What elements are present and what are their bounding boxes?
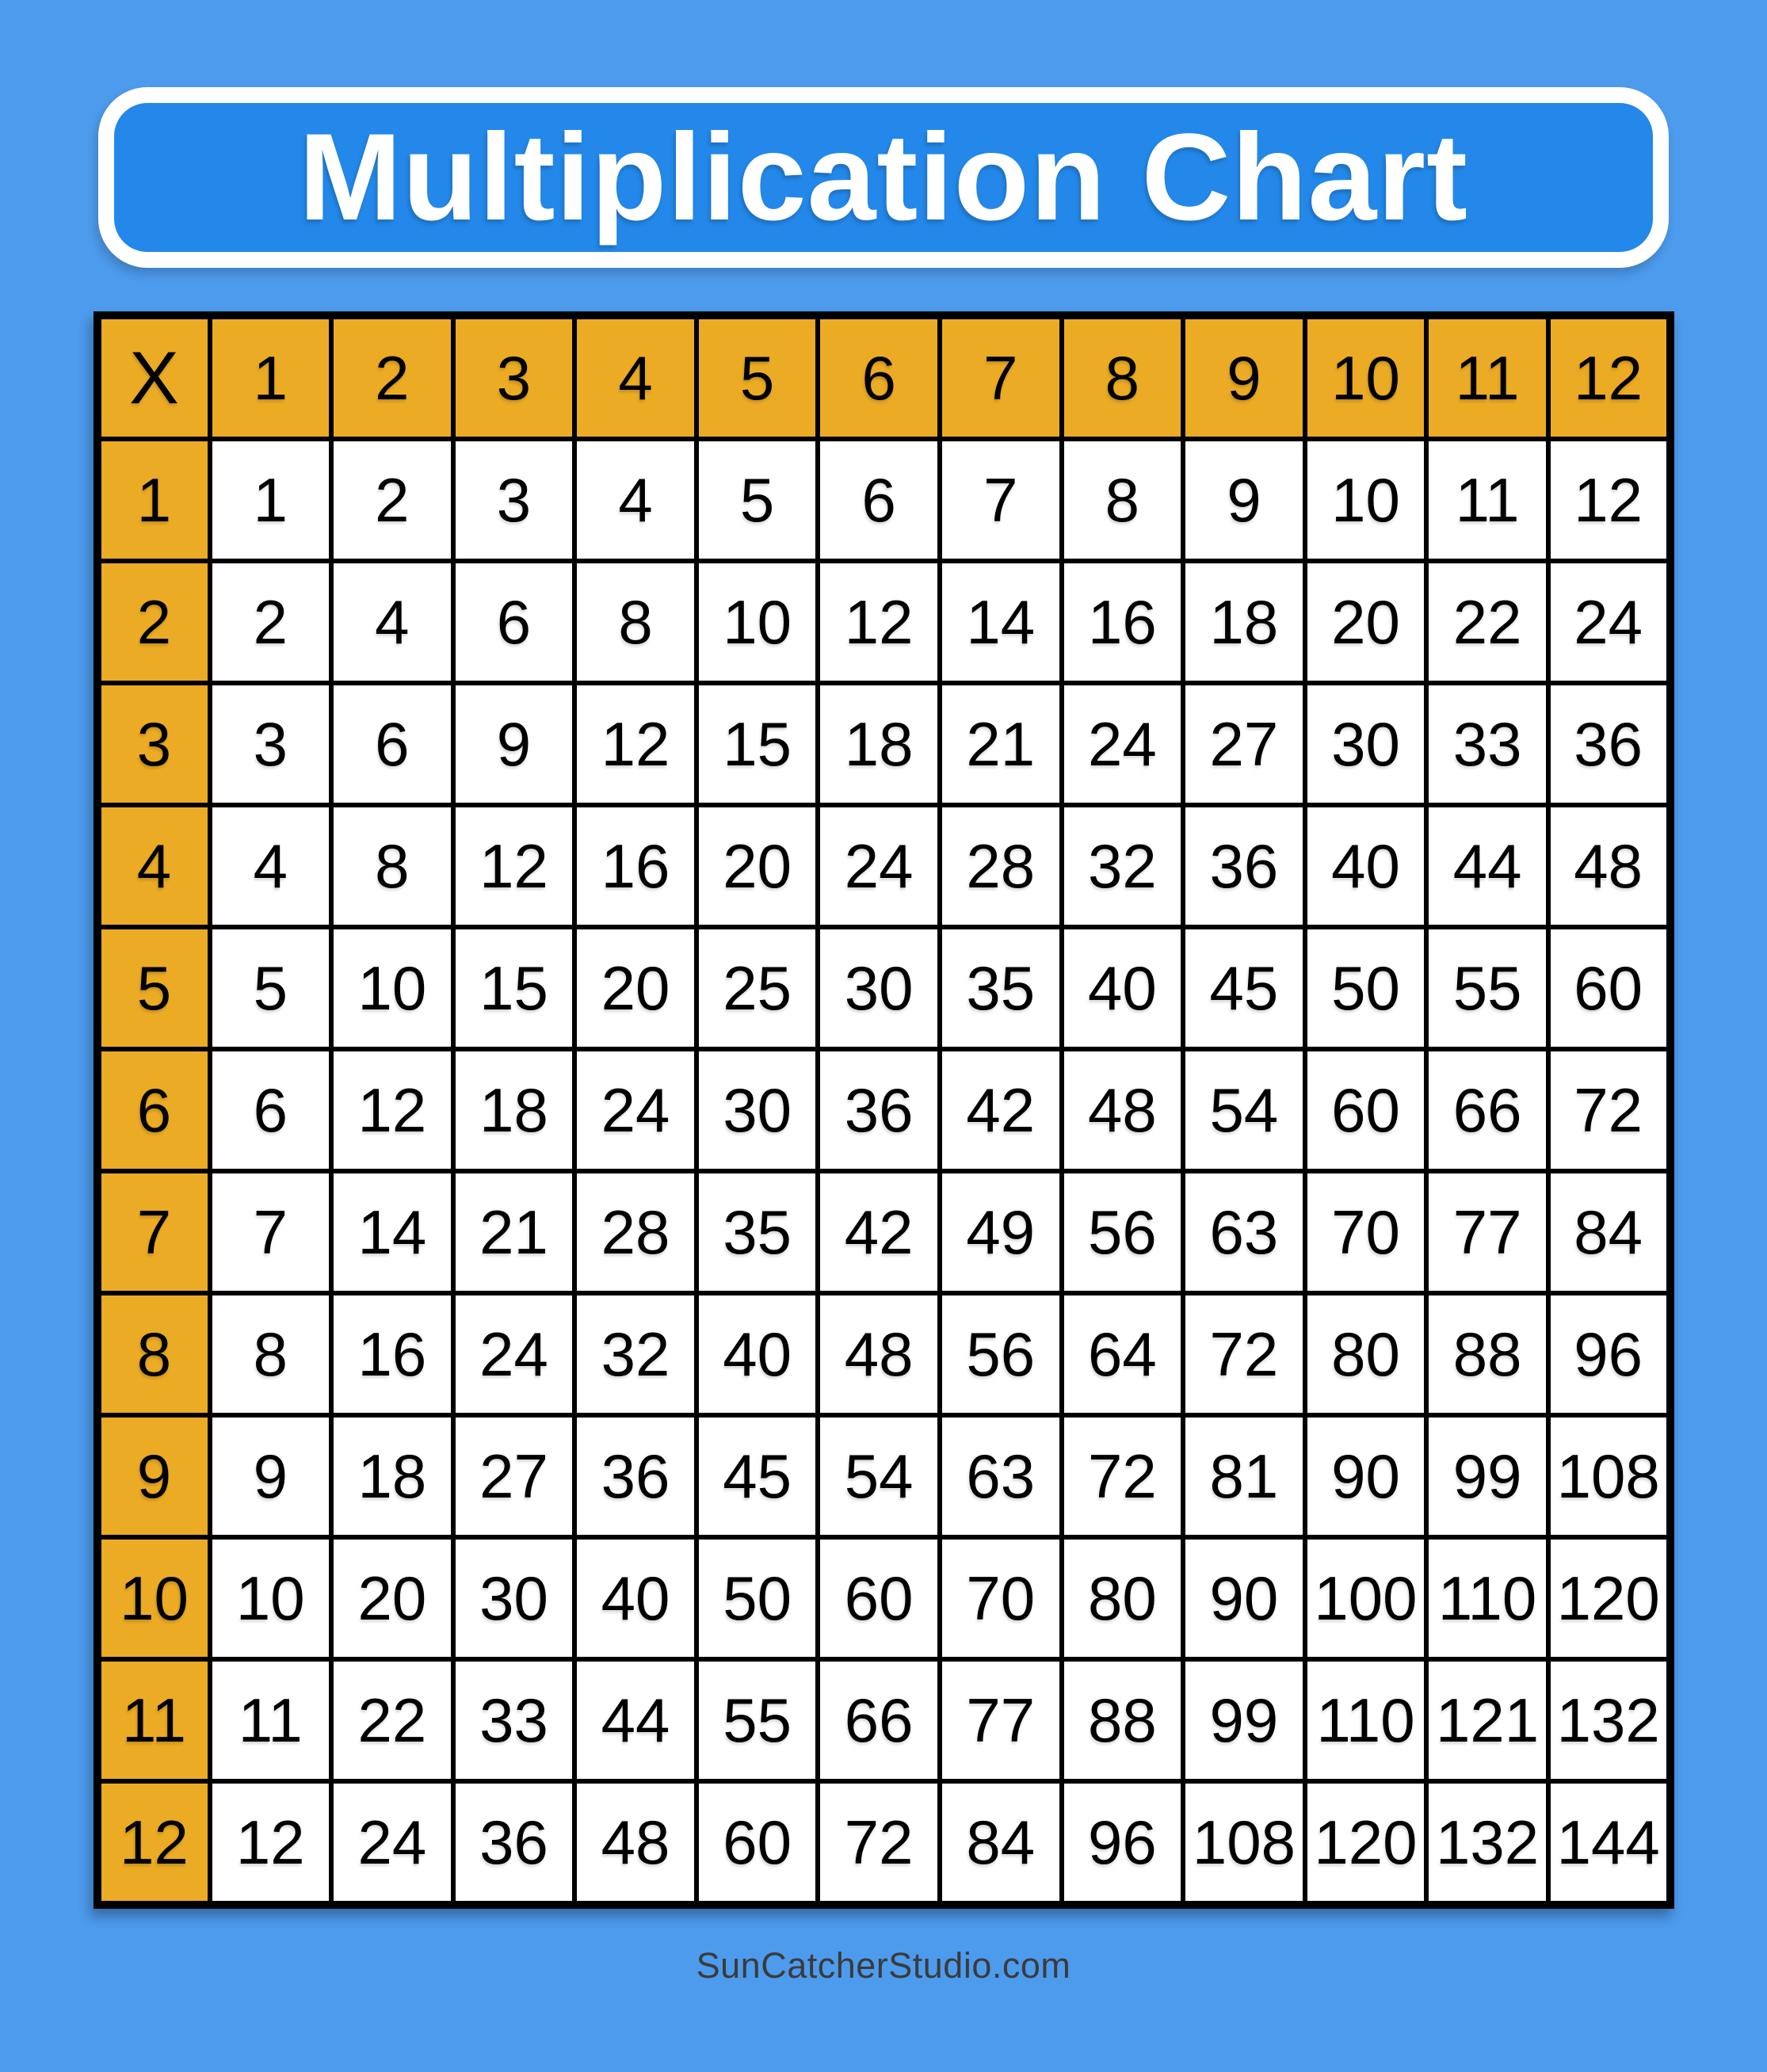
product-cell: 66 [1426, 1049, 1548, 1171]
product-cell: 33 [1426, 683, 1548, 805]
product-cell: 32 [1062, 805, 1184, 927]
product-cell: 18 [453, 1049, 575, 1171]
footer-credit: SunCatcherStudio.com [696, 1945, 1071, 1986]
product-cell: 12 [331, 1049, 453, 1171]
product-cell: 44 [1426, 805, 1548, 927]
header-row [97, 315, 1670, 439]
column-header-cell: 8 [1062, 315, 1184, 439]
product-cell: 24 [574, 1049, 696, 1171]
product-cell: 30 [1305, 683, 1427, 805]
product-cell: 3 [453, 439, 575, 561]
page [0, 87, 1767, 1986]
product-cell: 12 [818, 561, 940, 683]
product-cell: 35 [696, 1171, 819, 1293]
product-cell: 24 [1062, 683, 1184, 805]
product-cell: 88 [1426, 1293, 1548, 1415]
product-cell: 4 [574, 439, 696, 561]
product-cell: 1 [210, 439, 332, 561]
product-cell: 9 [453, 683, 575, 805]
table-row [97, 1293, 1670, 1415]
product-cell: 64 [1062, 1293, 1184, 1415]
table-row [97, 439, 1670, 561]
product-cell: 30 [453, 1537, 575, 1659]
product-cell: 84 [1548, 1171, 1670, 1293]
column-header-cell: 1 [210, 315, 332, 439]
table-row [97, 1659, 1670, 1781]
product-cell: 121 [1426, 1659, 1548, 1781]
product-cell: 55 [696, 1659, 819, 1781]
product-cell: 60 [818, 1537, 940, 1659]
product-cell: 40 [1062, 927, 1184, 1049]
product-cell: 4 [331, 561, 453, 683]
product-cell: 21 [940, 683, 1062, 805]
product-cell: 72 [1183, 1293, 1305, 1415]
product-cell: 6 [818, 439, 940, 561]
product-cell: 50 [1305, 927, 1427, 1049]
product-cell: 108 [1183, 1781, 1305, 1905]
product-cell: 54 [818, 1415, 940, 1537]
column-header-cell: 5 [696, 315, 819, 439]
product-cell: 28 [940, 805, 1062, 927]
product-cell: 2 [210, 561, 332, 683]
product-cell: 20 [1305, 561, 1427, 683]
product-cell: 77 [940, 1659, 1062, 1781]
column-header-cell: 9 [1183, 315, 1305, 439]
product-cell: 40 [696, 1293, 819, 1415]
table-row [97, 805, 1670, 927]
product-cell: 24 [818, 805, 940, 927]
product-cell: 77 [1426, 1171, 1548, 1293]
product-cell: 16 [331, 1293, 453, 1415]
product-cell: 70 [1305, 1171, 1427, 1293]
product-cell: 40 [1305, 805, 1427, 927]
product-cell: 21 [453, 1171, 575, 1293]
column-header-cell: 12 [1548, 315, 1670, 439]
product-cell: 10 [1305, 439, 1427, 561]
product-cell: 18 [818, 683, 940, 805]
product-cell: 20 [574, 927, 696, 1049]
product-cell: 90 [1305, 1415, 1427, 1537]
product-cell: 88 [1062, 1659, 1184, 1781]
product-cell: 36 [453, 1781, 575, 1905]
product-cell: 10 [210, 1537, 332, 1659]
row-header-cell: 12 [97, 1781, 210, 1905]
product-cell: 24 [453, 1293, 575, 1415]
product-cell: 36 [1548, 683, 1670, 805]
row-header-cell: 11 [97, 1659, 210, 1781]
product-cell: 22 [331, 1659, 453, 1781]
product-cell: 35 [940, 927, 1062, 1049]
product-cell: 96 [1062, 1781, 1184, 1905]
product-cell: 7 [210, 1171, 332, 1293]
product-cell: 48 [818, 1293, 940, 1415]
product-cell: 56 [1062, 1171, 1184, 1293]
row-header-cell: 1 [97, 439, 210, 561]
product-cell: 99 [1183, 1659, 1305, 1781]
product-cell: 60 [1305, 1049, 1427, 1171]
page-title: Multiplication Chart [299, 109, 1468, 246]
column-header-cell: 4 [574, 315, 696, 439]
product-cell: 45 [1183, 927, 1305, 1049]
product-cell: 20 [331, 1537, 453, 1659]
product-cell: 9 [210, 1415, 332, 1537]
product-cell: 42 [818, 1171, 940, 1293]
row-header-cell: 8 [97, 1293, 210, 1415]
product-cell: 5 [696, 439, 819, 561]
product-cell: 27 [1183, 683, 1305, 805]
product-cell: 120 [1548, 1537, 1670, 1659]
product-cell: 8 [331, 805, 453, 927]
product-cell: 49 [940, 1171, 1062, 1293]
corner-cell: X [97, 315, 210, 439]
row-header-cell: 5 [97, 927, 210, 1049]
product-cell: 20 [696, 805, 819, 927]
table-row [97, 683, 1670, 805]
product-cell: 56 [940, 1293, 1062, 1415]
product-cell: 30 [696, 1049, 819, 1171]
row-header-cell: 2 [97, 561, 210, 683]
product-cell: 90 [1183, 1537, 1305, 1659]
product-cell: 132 [1426, 1781, 1548, 1905]
product-cell: 28 [574, 1171, 696, 1293]
product-cell: 6 [210, 1049, 332, 1171]
product-cell: 10 [331, 927, 453, 1049]
product-cell: 80 [1305, 1293, 1427, 1415]
product-cell: 11 [1426, 439, 1548, 561]
table-row [97, 927, 1670, 1049]
product-cell: 81 [1183, 1415, 1305, 1537]
product-cell: 60 [1548, 927, 1670, 1049]
row-header-cell: 9 [97, 1415, 210, 1537]
row-header-cell: 4 [97, 805, 210, 927]
product-cell: 99 [1426, 1415, 1548, 1537]
product-cell: 9 [1183, 439, 1305, 561]
product-cell: 12 [210, 1781, 332, 1905]
product-cell: 24 [1548, 561, 1670, 683]
product-cell: 70 [940, 1537, 1062, 1659]
product-cell: 24 [331, 1781, 453, 1905]
product-cell: 48 [1548, 805, 1670, 927]
title-banner [98, 87, 1669, 268]
product-cell: 36 [818, 1049, 940, 1171]
product-cell: 36 [574, 1415, 696, 1537]
product-cell: 18 [331, 1415, 453, 1537]
product-cell: 8 [1062, 439, 1184, 561]
product-cell: 40 [574, 1537, 696, 1659]
product-cell: 11 [210, 1659, 332, 1781]
product-cell: 25 [696, 927, 819, 1049]
product-cell: 8 [210, 1293, 332, 1415]
product-cell: 55 [1426, 927, 1548, 1049]
product-cell: 15 [453, 927, 575, 1049]
product-cell: 45 [696, 1415, 819, 1537]
product-cell: 12 [453, 805, 575, 927]
product-cell: 16 [1062, 561, 1184, 683]
product-cell: 6 [453, 561, 575, 683]
product-cell: 100 [1305, 1537, 1427, 1659]
product-cell: 10 [696, 561, 819, 683]
product-cell: 72 [1548, 1049, 1670, 1171]
product-cell: 2 [331, 439, 453, 561]
product-cell: 132 [1548, 1659, 1670, 1781]
product-cell: 16 [574, 805, 696, 927]
product-cell: 14 [940, 561, 1062, 683]
product-cell: 22 [1426, 561, 1548, 683]
table-row [97, 1537, 1670, 1659]
product-cell: 30 [818, 927, 940, 1049]
product-cell: 42 [940, 1049, 1062, 1171]
table-row [97, 1049, 1670, 1171]
product-cell: 63 [1183, 1171, 1305, 1293]
product-cell: 72 [818, 1781, 940, 1905]
column-header-cell: 6 [818, 315, 940, 439]
product-cell: 54 [1183, 1049, 1305, 1171]
product-cell: 144 [1548, 1781, 1670, 1905]
product-cell: 18 [1183, 561, 1305, 683]
product-cell: 72 [1062, 1415, 1184, 1537]
product-cell: 50 [696, 1537, 819, 1659]
product-cell: 63 [940, 1415, 1062, 1537]
table-row [97, 1781, 1670, 1905]
column-header-cell: 3 [453, 315, 575, 439]
product-cell: 14 [331, 1171, 453, 1293]
row-header-cell: 6 [97, 1049, 210, 1171]
product-cell: 108 [1548, 1415, 1670, 1537]
table-row [97, 1171, 1670, 1293]
row-header-cell: 7 [97, 1171, 210, 1293]
product-cell: 110 [1426, 1537, 1548, 1659]
row-header-cell: 3 [97, 683, 210, 805]
product-cell: 33 [453, 1659, 575, 1781]
column-header-cell: 7 [940, 315, 1062, 439]
product-cell: 8 [574, 561, 696, 683]
column-header-cell: 2 [331, 315, 453, 439]
product-cell: 12 [574, 683, 696, 805]
column-header-cell: 11 [1426, 315, 1548, 439]
product-cell: 66 [818, 1659, 940, 1781]
product-cell: 32 [574, 1293, 696, 1415]
product-cell: 3 [210, 683, 332, 805]
column-header-cell: 10 [1305, 315, 1427, 439]
product-cell: 4 [210, 805, 332, 927]
product-cell: 12 [1548, 439, 1670, 561]
product-cell: 15 [696, 683, 819, 805]
product-cell: 60 [696, 1781, 819, 1905]
product-cell: 48 [574, 1781, 696, 1905]
product-cell: 27 [453, 1415, 575, 1537]
product-cell: 96 [1548, 1293, 1670, 1415]
table-row [97, 561, 1670, 683]
row-header-cell: 10 [97, 1537, 210, 1659]
product-cell: 36 [1183, 805, 1305, 927]
product-cell: 48 [1062, 1049, 1184, 1171]
product-cell: 6 [331, 683, 453, 805]
product-cell: 5 [210, 927, 332, 1049]
product-cell: 7 [940, 439, 1062, 561]
product-cell: 44 [574, 1659, 696, 1781]
multiplication-table [94, 311, 1674, 1909]
product-cell: 120 [1305, 1781, 1427, 1905]
product-cell: 110 [1305, 1659, 1427, 1781]
product-cell: 84 [940, 1781, 1062, 1905]
product-cell: 80 [1062, 1537, 1184, 1659]
table-row [97, 1415, 1670, 1537]
